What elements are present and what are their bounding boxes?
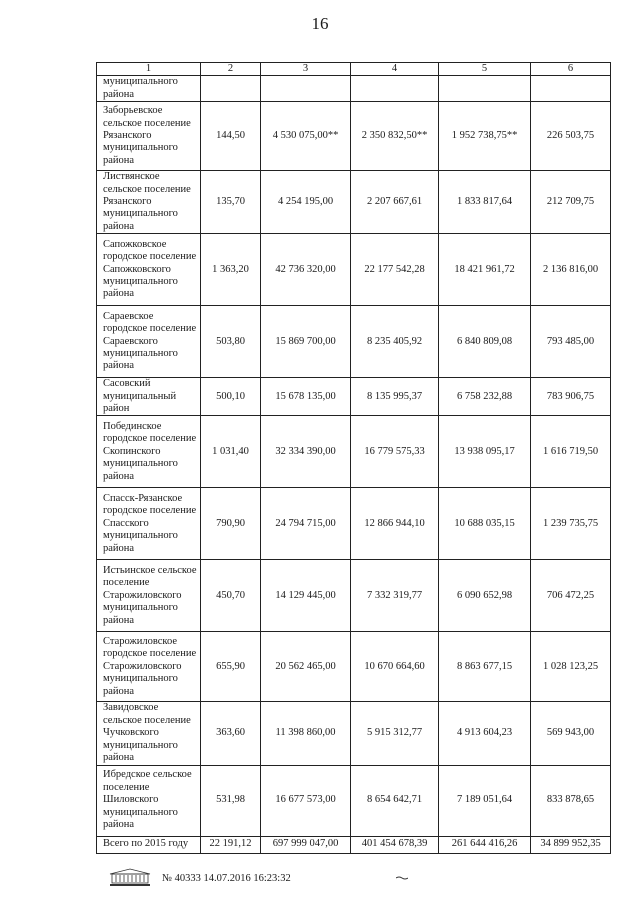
value-cell: 4 254 195,00 bbox=[261, 171, 351, 234]
value-cell: 4 530 075,00** bbox=[261, 102, 351, 171]
row-name-cell: Заборьевское сельское поселение Рязанского муниципального района bbox=[97, 102, 201, 171]
value-cell: 5 915 312,77 bbox=[351, 702, 439, 765]
table-row bbox=[97, 234, 611, 306]
table-row bbox=[97, 560, 611, 632]
value-cell: 24 794 715,00 bbox=[261, 488, 351, 560]
value-cell: 1 952 738,75** bbox=[439, 102, 531, 171]
row-name-cell: муниципального района bbox=[97, 76, 201, 102]
value-cell: 1 363,20 bbox=[201, 234, 261, 306]
value-cell: 8 863 677,15 bbox=[439, 632, 531, 702]
value-cell: 16 779 575,33 bbox=[351, 416, 439, 488]
value-cell: 7 332 319,77 bbox=[351, 560, 439, 632]
value-cell: 2 207 667,61 bbox=[351, 171, 439, 234]
value-cell: 2 136 816,00 bbox=[531, 234, 611, 306]
value-cell: 503,80 bbox=[201, 306, 261, 378]
value-cell: 1 028 123,25 bbox=[531, 632, 611, 702]
table-row bbox=[97, 765, 611, 836]
value-cell: 793 485,00 bbox=[531, 306, 611, 378]
value-cell: 531,98 bbox=[201, 765, 261, 836]
value-cell: 1 239 735,75 bbox=[531, 488, 611, 560]
value-cell: 12 866 944,10 bbox=[351, 488, 439, 560]
column-header: 1 bbox=[97, 63, 201, 76]
row-name-cell: Всего по 2015 году bbox=[97, 836, 201, 853]
value-cell: 1 031,40 bbox=[201, 416, 261, 488]
value-cell: 655,90 bbox=[201, 632, 261, 702]
value-cell: 15 869 700,00 bbox=[261, 306, 351, 378]
value-cell: 14 129 445,00 bbox=[261, 560, 351, 632]
value-cell bbox=[531, 76, 611, 102]
table-row bbox=[97, 171, 611, 234]
row-name-cell: Завидовское сельское поселение Чучковского муниципального района bbox=[97, 702, 201, 765]
value-cell: 833 878,65 bbox=[531, 765, 611, 836]
table-row bbox=[97, 632, 611, 702]
value-cell: 226 503,75 bbox=[531, 102, 611, 171]
row-name-cell: Сараевское городское поселение Сараевского муниципального района bbox=[97, 306, 201, 378]
value-cell: 18 421 961,72 bbox=[439, 234, 531, 306]
page-number: 16 bbox=[311, 14, 329, 33]
table-row bbox=[97, 702, 611, 765]
value-cell bbox=[439, 76, 531, 102]
value-cell bbox=[261, 76, 351, 102]
value-cell: 261 644 416,26 bbox=[439, 836, 531, 853]
registration-stamp: № 40333 14.07.2016 16:23:32 bbox=[162, 872, 291, 884]
row-name-cell: Побединское городское поселение Скопинского муниципального района bbox=[97, 416, 201, 488]
column-header: 6 bbox=[531, 63, 611, 76]
value-cell: 697 999 047,00 bbox=[261, 836, 351, 853]
data-table bbox=[96, 62, 611, 854]
value-cell: 22 191,12 bbox=[201, 836, 261, 853]
column-header: 3 bbox=[261, 63, 351, 76]
table-row bbox=[97, 416, 611, 488]
value-cell: 10 688 035,15 bbox=[439, 488, 531, 560]
column-header: 4 bbox=[351, 63, 439, 76]
value-cell: 8 235 405,92 bbox=[351, 306, 439, 378]
value-cell: 22 177 542,28 bbox=[351, 234, 439, 306]
row-name-cell: Сасовский муниципальный район bbox=[97, 378, 201, 416]
value-cell: 32 334 390,00 bbox=[261, 416, 351, 488]
row-name-cell: Спасск-Рязанское городское поселение Спасского муниципального района bbox=[97, 488, 201, 560]
table-row bbox=[97, 306, 611, 378]
value-cell: 569 943,00 bbox=[531, 702, 611, 765]
value-cell bbox=[351, 76, 439, 102]
value-cell: 706 472,25 bbox=[531, 560, 611, 632]
row-name-cell: Истьинское сельское поселение Старожиловского муниципального района bbox=[97, 560, 201, 632]
value-cell bbox=[201, 76, 261, 102]
table-header-row bbox=[97, 63, 611, 76]
value-cell: 212 709,75 bbox=[531, 171, 611, 234]
row-name-cell: Листвянское сельское поселение Рязанского муниципального района bbox=[97, 171, 201, 234]
value-cell: 500,10 bbox=[201, 378, 261, 416]
row-name-cell: Сапожковское городское поселение Сапожковского муниципального района bbox=[97, 234, 201, 306]
value-cell: 144,50 bbox=[201, 102, 261, 171]
value-cell: 8 654 642,71 bbox=[351, 765, 439, 836]
row-name-cell: Ибредское сельское поселение Шиловского муниципального района bbox=[97, 765, 201, 836]
value-cell: 16 677 573,00 bbox=[261, 765, 351, 836]
value-cell: 42 736 320,00 bbox=[261, 234, 351, 306]
value-cell: 790,90 bbox=[201, 488, 261, 560]
column-header: 5 bbox=[439, 63, 531, 76]
value-cell: 401 454 678,39 bbox=[351, 836, 439, 853]
value-cell: 13 938 095,17 bbox=[439, 416, 531, 488]
value-cell: 15 678 135,00 bbox=[261, 378, 351, 416]
value-cell: 1 833 817,64 bbox=[439, 171, 531, 234]
table-row bbox=[97, 76, 611, 102]
value-cell: 363,60 bbox=[201, 702, 261, 765]
value-cell: 450,70 bbox=[201, 560, 261, 632]
value-cell: 6 758 232,88 bbox=[439, 378, 531, 416]
value-cell: 2 350 832,50** bbox=[351, 102, 439, 171]
value-cell: 783 906,75 bbox=[531, 378, 611, 416]
value-cell: 6 090 652,98 bbox=[439, 560, 531, 632]
table-row bbox=[97, 488, 611, 560]
value-cell: 10 670 664,60 bbox=[351, 632, 439, 702]
value-cell: 135,70 bbox=[201, 171, 261, 234]
building-emblem-icon bbox=[106, 868, 154, 888]
table-row bbox=[97, 102, 611, 171]
table-row bbox=[97, 836, 611, 853]
row-name-cell: Старожиловское городское поселение Старожиловского муниципального района bbox=[97, 632, 201, 702]
footer bbox=[106, 866, 291, 890]
value-cell: 8 135 995,37 bbox=[351, 378, 439, 416]
value-cell: 11 398 860,00 bbox=[261, 702, 351, 765]
value-cell: 7 189 051,64 bbox=[439, 765, 531, 836]
value-cell: 20 562 465,00 bbox=[261, 632, 351, 702]
value-cell: 34 899 952,35 bbox=[531, 836, 611, 853]
table-row bbox=[97, 378, 611, 416]
value-cell: 6 840 809,08 bbox=[439, 306, 531, 378]
value-cell: 1 616 719,50 bbox=[531, 416, 611, 488]
pen-mark bbox=[396, 876, 408, 880]
value-cell: 4 913 604,23 bbox=[439, 702, 531, 765]
column-header: 2 bbox=[201, 63, 261, 76]
